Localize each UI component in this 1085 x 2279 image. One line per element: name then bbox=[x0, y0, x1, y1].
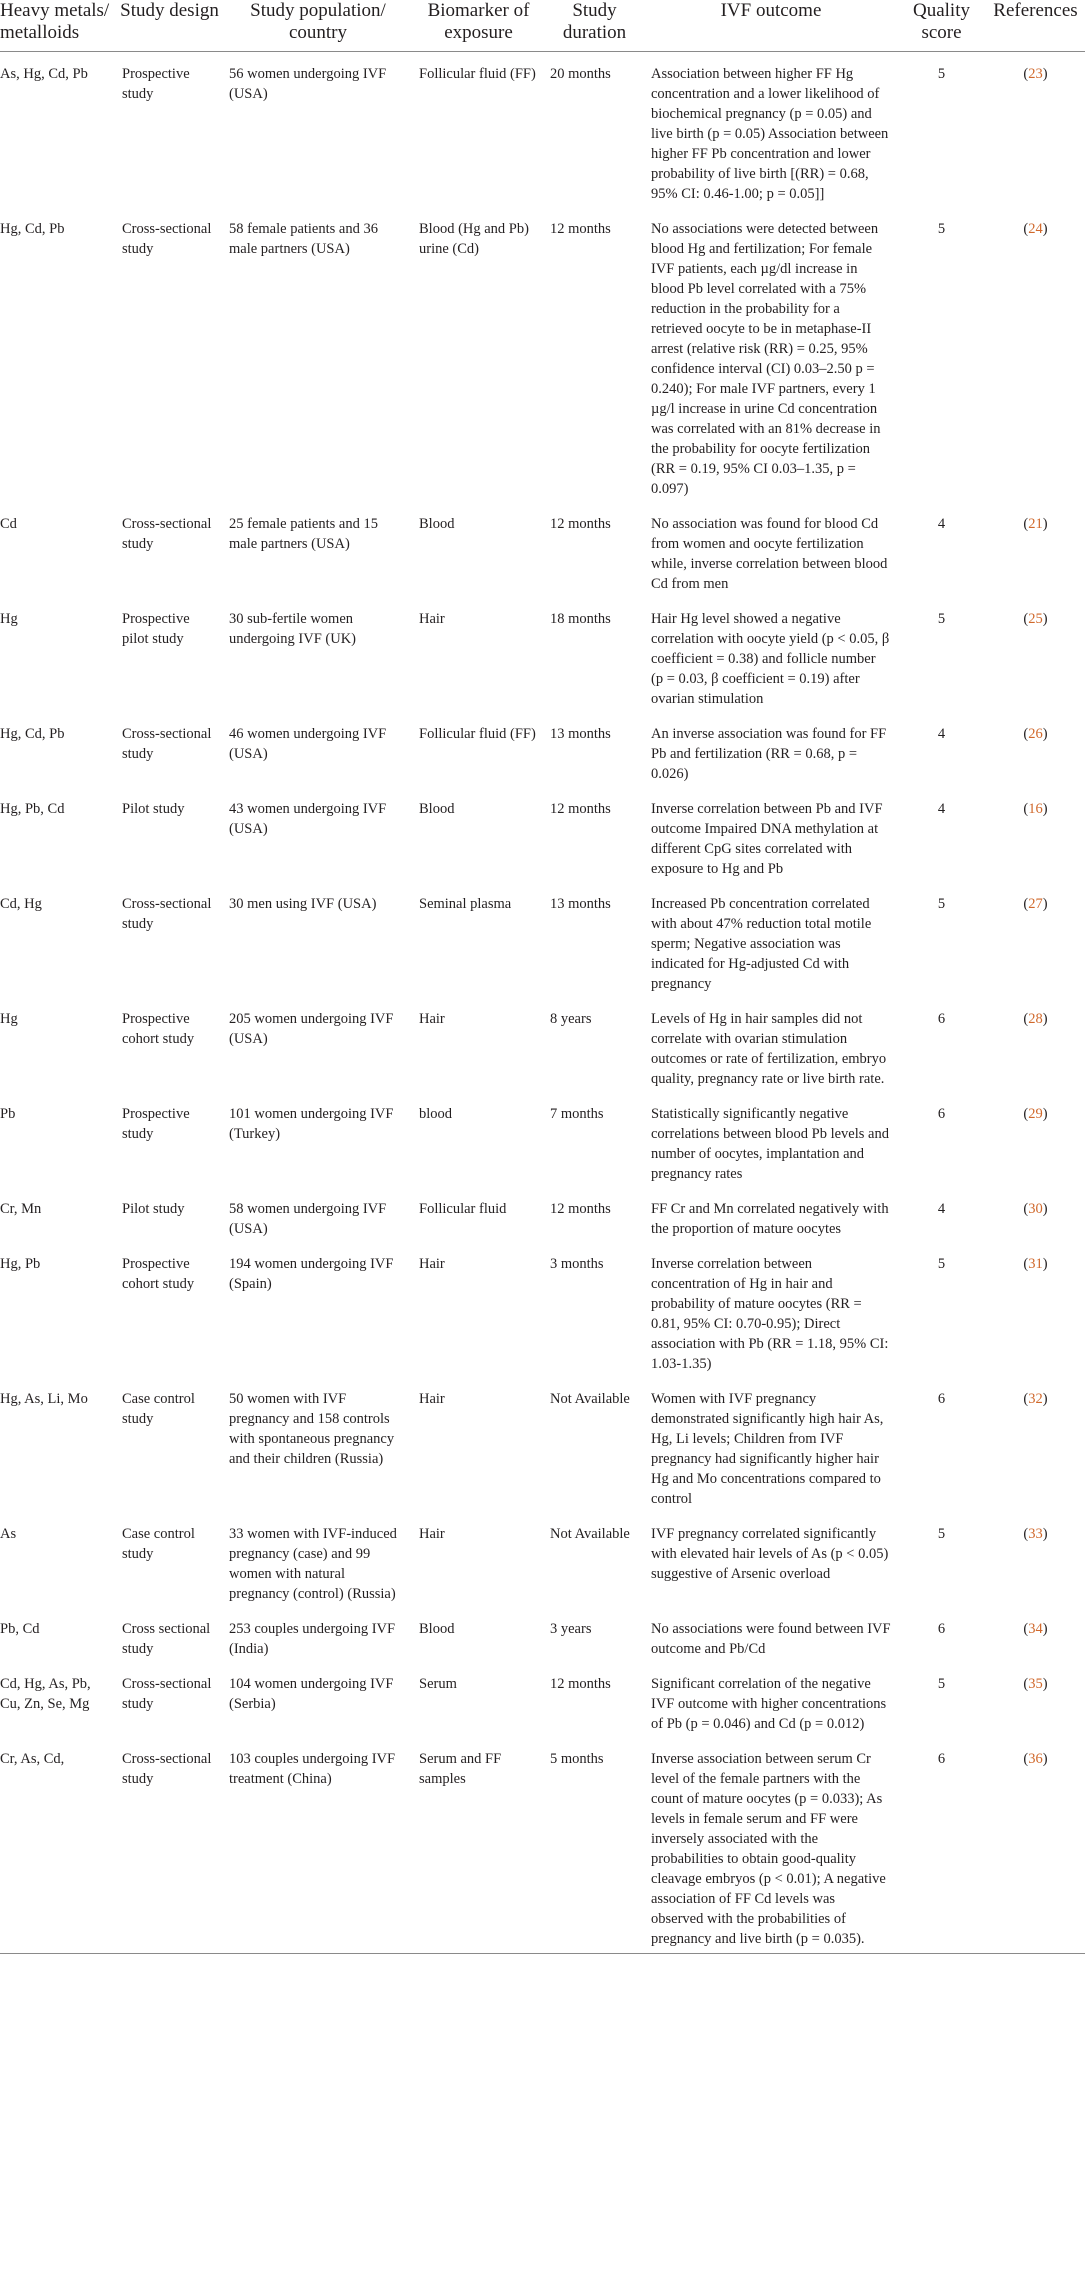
cell-biomarker: Hair bbox=[419, 1011, 445, 1027]
cell-metals: Pb, Cd bbox=[0, 1621, 40, 1637]
table-row bbox=[0, 712, 1085, 787]
cell-duration: 12 months bbox=[550, 1676, 611, 1692]
ref-close-paren: ) bbox=[1042, 801, 1048, 817]
table-row bbox=[0, 1512, 1085, 1607]
cell-quality: 5 bbox=[937, 1526, 946, 1542]
cell-biomarker: Follicular fluid bbox=[419, 1201, 507, 1217]
ref-open-paren: ( bbox=[1023, 896, 1029, 912]
cell-reference bbox=[986, 997, 1085, 1092]
ref-close-paren: ) bbox=[1042, 1256, 1048, 1272]
cell-outcome: Inverse correlation between Pb and IVF outcome Impaired DNA methylation at different CpG sites correlated with exposure to Hg and Pb bbox=[651, 801, 883, 877]
table-row bbox=[0, 997, 1085, 1092]
cell-metals: Cd, Hg bbox=[0, 896, 42, 912]
ref-close-paren: ) bbox=[1042, 1106, 1048, 1122]
ref-open-paren: ( bbox=[1023, 1676, 1029, 1692]
cell-quality: 5 bbox=[937, 1676, 946, 1692]
cell-reference bbox=[986, 207, 1085, 502]
cell-population: 103 couples undergoing IVF treatment (China) bbox=[223, 1737, 413, 1954]
header-metals: Heavy metals/ metalloids bbox=[0, 0, 116, 52]
table-row bbox=[0, 1092, 1085, 1187]
cell-population: 205 women undergoing IVF (USA) bbox=[229, 1011, 394, 1047]
ref-open-paren: ( bbox=[1023, 611, 1029, 627]
cell-outcome: Inverse correlation between concentration of Hg in hair and probability of mature oocytes (RR = 0.81, 95% CI: 0.70-0.95); Direct association with Pb (RR = 1.18, 95% CI: 1.03-1.35) bbox=[651, 1256, 889, 1372]
header-quality: Quality score bbox=[897, 0, 986, 52]
cell-reference bbox=[986, 1092, 1085, 1187]
table-row bbox=[0, 1607, 1085, 1662]
cell-outcome: Inverse association between serum Cr level of the female partners with the count of mature oocytes (p = 0.033); As levels in female serum and FF were inversely associated with the probabilities to obtain good-quality cleavage embryos (p < 0.01); A negative association of FF Cd levels was observed with the probabilities of pregnancy and live birth (p = 0.035). bbox=[645, 1737, 897, 1954]
cell-metals: Hg, Pb, Cd bbox=[0, 801, 65, 817]
cell-quality: 4 bbox=[937, 1201, 946, 1217]
table-row bbox=[0, 882, 1085, 997]
cell-reference bbox=[986, 502, 1085, 597]
cell-duration: 5 months bbox=[544, 1737, 645, 1954]
ref-close-paren: ) bbox=[1042, 726, 1048, 742]
cell-quality: 5 bbox=[937, 1256, 946, 1272]
reference-link[interactable]: 26 bbox=[1028, 726, 1043, 742]
cell-metals: Hg, As, Li, Mo bbox=[0, 1391, 88, 1407]
cell-reference bbox=[986, 597, 1085, 712]
cell-design: Cross sectional study bbox=[122, 1621, 211, 1657]
ref-close-paren: ) bbox=[1042, 516, 1048, 532]
cell-population: 194 women undergoing IVF (Spain) bbox=[229, 1256, 394, 1292]
cell-quality: 4 bbox=[937, 801, 946, 817]
reference-link[interactable]: 25 bbox=[1028, 611, 1043, 627]
cell-reference bbox=[986, 1662, 1085, 1737]
ref-close-paren: ) bbox=[1042, 1526, 1048, 1542]
ref-close-paren: ) bbox=[1042, 1751, 1048, 1767]
cell-design: Cross-sectional study bbox=[122, 896, 212, 932]
cell-reference bbox=[986, 712, 1085, 787]
cell-outcome: Association between higher FF Hg concentration and a lower likelihood of biochemical pregnancy (p = 0.05) and live birth (p = 0.05) Association between higher FF Pb concentration and lower probability of live birth [(RR) = 0.68, 95% CI: 0.46-1.00; p = 0.05]] bbox=[651, 66, 889, 202]
ref-close-paren: ) bbox=[1042, 1621, 1048, 1637]
ref-close-paren: ) bbox=[1042, 1201, 1048, 1217]
table-row bbox=[0, 52, 1085, 208]
cell-design: Case control study bbox=[122, 1526, 195, 1562]
reference-link[interactable]: 21 bbox=[1028, 516, 1043, 532]
ref-open-paren: ( bbox=[1023, 221, 1029, 237]
cell-biomarker: Hair bbox=[419, 1391, 445, 1407]
ref-close-paren: ) bbox=[1042, 896, 1048, 912]
cell-duration: 3 years bbox=[550, 1621, 592, 1637]
table-row bbox=[0, 207, 1085, 502]
header-design: Study design bbox=[116, 0, 223, 52]
table-row bbox=[0, 1187, 1085, 1242]
cell-metals: Pb bbox=[0, 1106, 16, 1122]
ref-open-paren: ( bbox=[1023, 1751, 1029, 1767]
cell-design: Cross-sectional study bbox=[122, 726, 212, 762]
cell-population: 58 female patients and 36 male partners (USA) bbox=[229, 221, 378, 257]
cell-metals: As bbox=[0, 1526, 17, 1542]
cell-quality: 5 bbox=[937, 221, 946, 237]
cell-design: Cross-sectional study bbox=[122, 516, 212, 552]
cell-design: Case control study bbox=[122, 1391, 195, 1427]
cell-metals: Cd, Hg, As, Pb, Cu, Zn, Se, Mg bbox=[0, 1676, 91, 1712]
cell-population: 58 women undergoing IVF (USA) bbox=[229, 1201, 387, 1237]
cell-duration: 8 years bbox=[550, 1011, 592, 1027]
header-population: Study population/ country bbox=[223, 0, 413, 52]
ref-close-paren: ) bbox=[1042, 1391, 1048, 1407]
cell-outcome: No associations were found between IVF outcome and Pb/Cd bbox=[651, 1621, 891, 1657]
ref-close-paren: ) bbox=[1042, 611, 1048, 627]
cell-biomarker: blood bbox=[419, 1106, 453, 1122]
cell-outcome: No associations were detected between blood Hg and fertilization; For female IVF patients, each µg/dl increase in blood Pb level correlated with a 75% reduction in the probability for a retrieved oocyte to be in metaphase-II arrest (relative risk (RR) = 0.25, 95% confidence interval (CI) 0.03–2.50 p = 0.240); For male IVF partners, every 1 µg/l increase in urine Cd concentration was correlated with an 81% decrease in the probability for oocyte fertilization (RR = 0.19, 95% CI 0.03–1.35, p = 0.097) bbox=[651, 221, 881, 497]
cell-reference bbox=[986, 1242, 1085, 1377]
cell-reference bbox=[986, 1187, 1085, 1242]
table-row bbox=[0, 502, 1085, 597]
header-outcome: IVF outcome bbox=[645, 0, 897, 52]
cell-quality: 6 bbox=[937, 1621, 946, 1637]
cell-duration: 12 months bbox=[550, 221, 611, 237]
cell-outcome: Hair Hg level showed a negative correlation with oocyte yield (p < 0.05, β coefficient = 0.38) and follicle number (p = 0.03, β coefficient = 0.19) after ovarian stimulation bbox=[651, 611, 890, 707]
cell-biomarker: Follicular fluid (FF) bbox=[419, 66, 536, 82]
cell-metals: Hg, Cd, Pb bbox=[0, 726, 65, 742]
cell-biomarker: Blood bbox=[419, 1621, 455, 1637]
cell-metals: Hg, Pb bbox=[0, 1256, 41, 1272]
reference-link[interactable]: 24 bbox=[1028, 221, 1043, 237]
cell-outcome: Statistically significantly negative correlations between blood Pb levels and number of oocytes, implantation and pregnancy rates bbox=[651, 1106, 889, 1182]
cell-quality: 5 bbox=[937, 611, 946, 627]
cell-outcome: Significant correlation of the negative IVF outcome with higher concentrations of Pb (p = 0.046) and Cd (p = 0.012) bbox=[651, 1676, 887, 1732]
cell-reference bbox=[986, 787, 1085, 882]
cell-design: Pilot study bbox=[122, 1201, 185, 1217]
cell-quality: 4 bbox=[937, 516, 946, 532]
cell-outcome: FF Cr and Mn correlated negatively with the proportion of mature oocytes bbox=[651, 1201, 889, 1237]
ref-open-paren: ( bbox=[1023, 66, 1029, 82]
ref-open-paren: ( bbox=[1023, 516, 1029, 532]
table-body bbox=[0, 52, 1085, 1954]
cell-biomarker: Hair bbox=[419, 1256, 445, 1272]
table-row bbox=[0, 787, 1085, 882]
cell-duration: 13 months bbox=[550, 726, 611, 742]
cell-metals: As, Hg, Cd, Pb bbox=[0, 66, 88, 82]
cell-population: 33 women with IVF-induced pregnancy (case) and 99 women with natural pregnancy (control) (Russia) bbox=[229, 1526, 397, 1602]
ref-open-paren: ( bbox=[1023, 1106, 1029, 1122]
cell-outcome: IVF pregnancy correlated significantly with elevated hair levels of As (p < 0.05) suggestive of Arsenic overload bbox=[651, 1526, 889, 1582]
cell-biomarker: Blood bbox=[419, 516, 455, 532]
ref-close-paren: ) bbox=[1042, 221, 1048, 237]
cell-outcome: No association was found for blood Cd from women and oocyte fertilization while, inverse correlation between blood Cd from men bbox=[651, 516, 888, 592]
reference-link[interactable]: 30 bbox=[1028, 1201, 1043, 1217]
cell-metals: Hg bbox=[0, 1011, 18, 1027]
cell-design: Cross-sectional study bbox=[122, 221, 212, 257]
ref-close-paren: ) bbox=[1042, 1676, 1048, 1692]
cell-outcome: Levels of Hg in hair samples did not correlate with ovarian stimulation outcomes or rate of fertilization, embryo quality, pregnancy rate or live birth rate. bbox=[651, 1011, 887, 1087]
cell-duration: Not Available bbox=[550, 1526, 630, 1542]
cell-reference bbox=[986, 52, 1085, 208]
cell-design: Prospective cohort study bbox=[122, 1011, 195, 1047]
cell-duration: 13 months bbox=[550, 896, 611, 912]
reference-link[interactable]: 28 bbox=[1028, 1011, 1043, 1027]
cell-biomarker: Follicular fluid (FF) bbox=[419, 726, 536, 742]
cell-biomarker: Serum bbox=[419, 1676, 457, 1692]
cell-reference bbox=[986, 1607, 1085, 1662]
header-row bbox=[0, 0, 1085, 52]
cell-population: 30 sub-fertile women undergoing IVF (UK) bbox=[229, 611, 356, 647]
cell-quality: 4 bbox=[937, 726, 946, 742]
cell-biomarker: Hair bbox=[419, 1526, 445, 1542]
cell-population: 30 men using IVF (USA) bbox=[229, 896, 377, 912]
reference-link[interactable]: 23 bbox=[1028, 66, 1043, 82]
cell-quality: 6 bbox=[897, 1737, 986, 1954]
cell-duration: Not Available bbox=[550, 1391, 630, 1407]
cell-biomarker: Serum and FF samples bbox=[413, 1737, 544, 1954]
cell-design: Pilot study bbox=[122, 801, 185, 817]
ref-open-paren: ( bbox=[1023, 1011, 1029, 1027]
cell-metals: Cd bbox=[0, 516, 17, 532]
reference-link[interactable]: 31 bbox=[1028, 1256, 1043, 1272]
cell-design: Prospective study bbox=[122, 66, 190, 102]
table-row bbox=[0, 1377, 1085, 1512]
cell-design: Cross-sectional study bbox=[122, 1676, 212, 1712]
header-duration: Study duration bbox=[544, 0, 645, 52]
cell-duration: 7 months bbox=[550, 1106, 604, 1122]
cell-metals: Hg, Cd, Pb bbox=[0, 221, 65, 237]
reference-link[interactable]: 29 bbox=[1028, 1106, 1043, 1122]
ref-close-paren: ) bbox=[1042, 1011, 1048, 1027]
ref-open-paren: ( bbox=[1023, 1391, 1029, 1407]
cell-population: 253 couples undergoing IVF (India) bbox=[229, 1621, 396, 1657]
table-row bbox=[0, 1662, 1085, 1737]
cell-quality: 6 bbox=[937, 1106, 946, 1122]
ref-open-paren: ( bbox=[1023, 1526, 1029, 1542]
cell-design: Prospective pilot study bbox=[122, 611, 190, 647]
cell-biomarker: Blood bbox=[419, 801, 455, 817]
cell-design: Cross-sectional study bbox=[116, 1737, 223, 1954]
table-row bbox=[0, 1737, 1085, 1954]
cell-reference bbox=[986, 882, 1085, 997]
ref-open-paren: ( bbox=[1023, 1256, 1029, 1272]
cell-outcome: An inverse association was found for FF Pb and fertilization (RR = 0.68, p = 0.026) bbox=[651, 726, 887, 782]
cell-biomarker: Blood (Hg and Pb) urine (Cd) bbox=[419, 221, 529, 257]
cell-population: 50 women with IVF pregnancy and 158 controls with spontaneous pregnancy and their children (Russia) bbox=[229, 1391, 395, 1467]
reference-link[interactable]: 36 bbox=[1028, 1751, 1043, 1767]
cell-population: 46 women undergoing IVF (USA) bbox=[229, 726, 387, 762]
cell-reference bbox=[986, 1737, 1085, 1954]
reference-link[interactable]: 33 bbox=[1028, 1526, 1043, 1542]
table-row bbox=[0, 597, 1085, 712]
cell-quality: 5 bbox=[937, 66, 946, 82]
cell-duration: 12 months bbox=[550, 801, 611, 817]
reference-link[interactable]: 34 bbox=[1028, 1621, 1043, 1637]
header-references: References bbox=[986, 0, 1085, 52]
reference-link[interactable]: 35 bbox=[1028, 1676, 1043, 1692]
header-biomarker: Biomarker of exposure bbox=[413, 0, 544, 52]
table-header bbox=[0, 0, 1085, 52]
ref-open-paren: ( bbox=[1023, 1621, 1029, 1637]
cell-quality: 6 bbox=[937, 1391, 946, 1407]
cell-population: 43 women undergoing IVF (USA) bbox=[229, 801, 387, 837]
cell-quality: 5 bbox=[937, 896, 946, 912]
cell-duration: 12 months bbox=[550, 1201, 611, 1217]
ref-open-paren: ( bbox=[1023, 801, 1029, 817]
cell-design: Prospective study bbox=[122, 1106, 190, 1142]
reference-link[interactable]: 32 bbox=[1028, 1391, 1043, 1407]
cell-duration: 20 months bbox=[550, 66, 611, 82]
reference-link[interactable]: 16 bbox=[1028, 801, 1043, 817]
cell-reference bbox=[986, 1377, 1085, 1512]
cell-metals: Hg bbox=[0, 611, 18, 627]
cell-metals: Cr, As, Cd, bbox=[0, 1737, 116, 1954]
reference-link[interactable]: 27 bbox=[1028, 896, 1043, 912]
table-row bbox=[0, 1242, 1085, 1377]
cell-population: 25 female patients and 15 male partners (USA) bbox=[229, 516, 378, 552]
ref-open-paren: ( bbox=[1023, 1201, 1029, 1217]
cell-outcome: Increased Pb concentration correlated with about 47% reduction total motile sperm; Negative association was indicated for Hg-adjusted Cd with pregnancy bbox=[651, 896, 872, 992]
cell-design: Prospective cohort study bbox=[122, 1256, 195, 1292]
cell-biomarker: Seminal plasma bbox=[419, 896, 512, 912]
cell-duration: 3 months bbox=[550, 1256, 604, 1272]
cell-population: 101 women undergoing IVF (Turkey) bbox=[229, 1106, 394, 1142]
cell-outcome: Women with IVF pregnancy demonstrated significantly high hair As, Hg, Li levels; Children from IVF pregnancy had significantly higher hair Hg and Mo concentrations compared to control bbox=[651, 1391, 884, 1507]
cell-biomarker: Hair bbox=[419, 611, 445, 627]
cell-reference bbox=[986, 1512, 1085, 1607]
cell-population: 56 women undergoing IVF (USA) bbox=[229, 66, 387, 102]
cell-duration: 18 months bbox=[550, 611, 611, 627]
ref-close-paren: ) bbox=[1042, 66, 1048, 82]
cell-quality: 6 bbox=[937, 1011, 946, 1027]
cell-metals: Cr, Mn bbox=[0, 1201, 42, 1217]
cell-duration: 12 months bbox=[550, 516, 611, 532]
ref-open-paren: ( bbox=[1023, 726, 1029, 742]
cell-population: 104 women undergoing IVF (Serbia) bbox=[229, 1676, 394, 1712]
